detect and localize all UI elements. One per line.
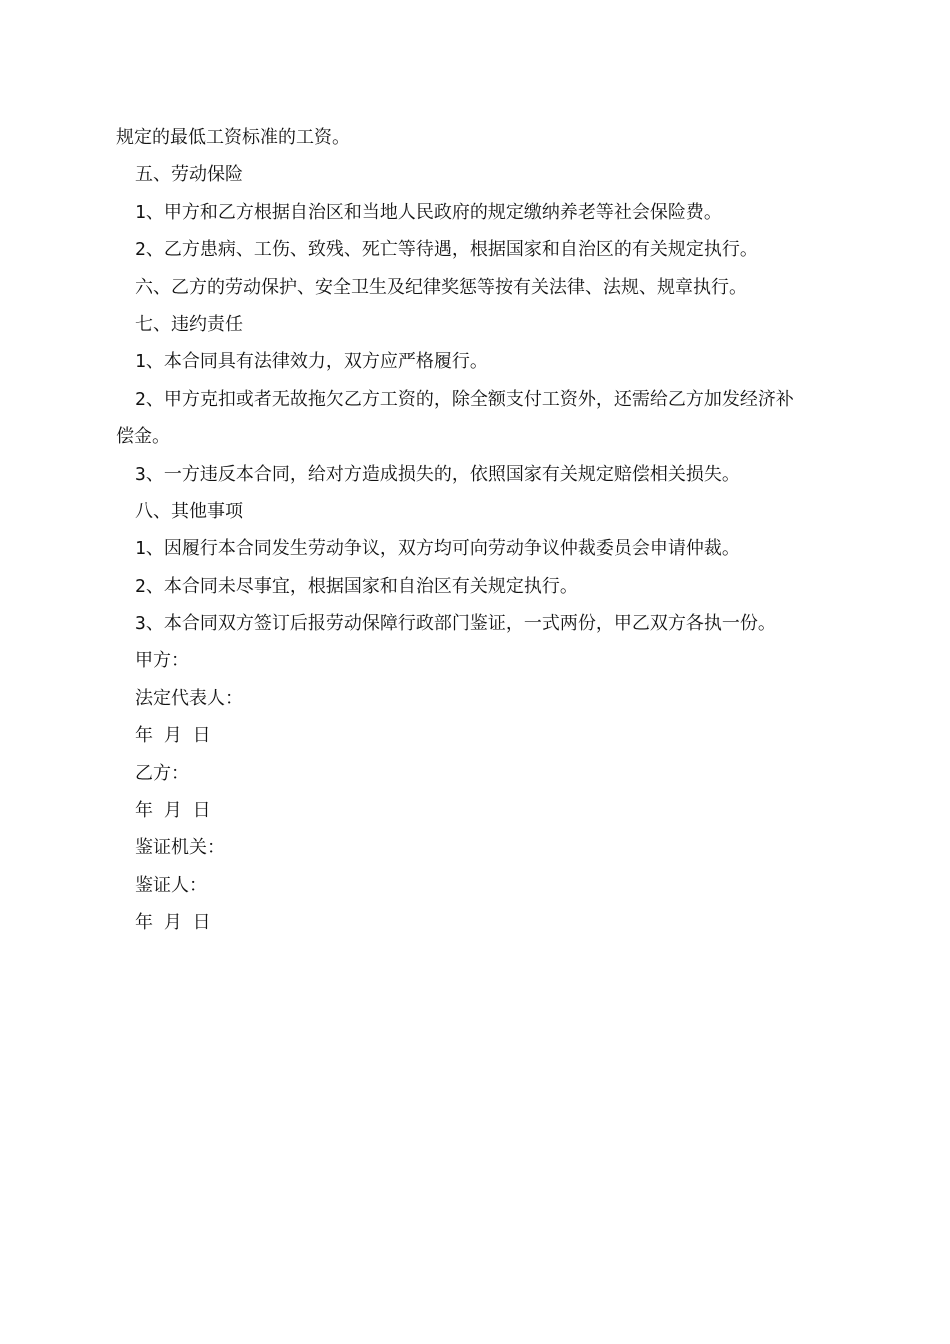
- signature-party-a: 甲方：: [135, 650, 189, 672]
- signature-authentication-authority: 鉴证机关：: [135, 837, 225, 859]
- clause-other-2: 2、本合同未尽事宜，根据国家和自治区有关规定执行。: [135, 575, 578, 597]
- clause-breach-2: 2、甲方克扣或者无故拖欠乙方工资的，除全额支付工资外，还需给乙方加发经济补: [135, 388, 794, 410]
- signature-authenticator: 鉴证人：: [135, 874, 207, 896]
- paragraph-continuation: 规定的最低工资标准的工资。: [116, 127, 350, 148]
- clause-insurance-1: 1、甲方和乙方根据自治区和当地人民政府的规定缴纳养老等社会保险费。: [135, 201, 722, 223]
- clause-breach-1: 1、本合同具有法律效力，双方应严格履行。: [135, 351, 488, 373]
- clause-other-1: 1、因履行本合同发生劳动争议，双方均可向劳动争议仲裁委员会申请仲裁。: [135, 538, 740, 560]
- document-body: [116, 119, 840, 942]
- signature-legal-representative: 法定代表人：: [135, 687, 243, 709]
- clause-other-3: 3、本合同双方签订后报劳动保障行政部门鉴证，一式两份，甲乙双方各执一份。: [135, 613, 776, 635]
- signature-party-b: 乙方：: [135, 762, 189, 784]
- section-heading-labor-insurance: 五、劳动保险: [135, 164, 243, 186]
- section-heading-other-matters: 八、其他事项: [135, 500, 243, 522]
- section-heading-breach-liability: 七、违约责任: [135, 313, 243, 335]
- clause-breach-2-continuation: 偿金。: [116, 426, 170, 448]
- section-labor-protection: 六、乙方的劳动保护、安全卫生及纪律奖惩等按有关法律、法规、规章执行。: [135, 276, 747, 298]
- clause-insurance-2: 2、乙方患病、工伤、致残、死亡等待遇，根据国家和自治区的有关规定执行。: [135, 239, 758, 261]
- signature-date-authentication: 年 月 日: [135, 912, 211, 934]
- signature-date-party-b: 年 月 日: [135, 800, 211, 822]
- clause-breach-3: 3、一方违反本合同，给对方造成损失的，依照国家有关规定赔偿相关损失。: [135, 463, 740, 485]
- signature-date-party-a: 年 月 日: [135, 725, 211, 747]
